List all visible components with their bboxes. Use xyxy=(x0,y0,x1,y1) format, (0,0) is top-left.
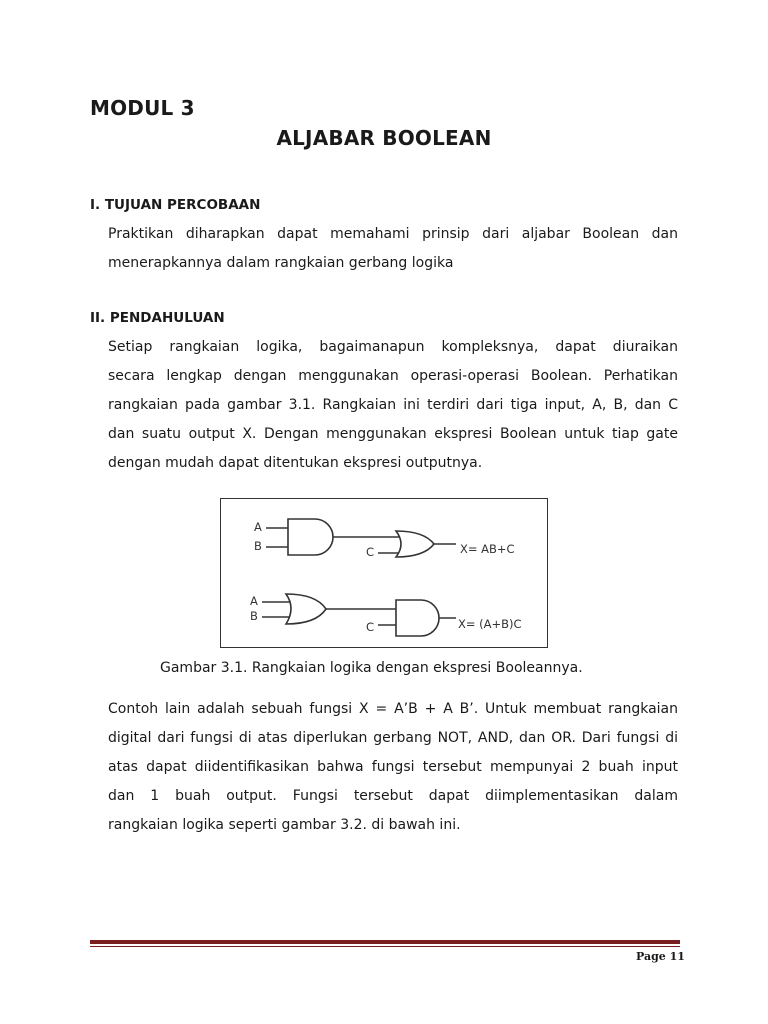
footer-rule-thin xyxy=(90,946,680,947)
section-heading-pendahuluan: II. PENDAHULUAN xyxy=(90,310,225,326)
paragraph-line: dan suatu output X. Dengan menggunakan ekspresi Boolean untuk tiap gate xyxy=(108,426,678,442)
circuit2-input-c-label: C xyxy=(366,620,375,634)
footer-rule xyxy=(90,940,680,944)
and-gate-icon xyxy=(396,600,439,636)
paragraph-line: rangkaian pada gambar 3.1. Rangkaian ini terdiri dari tiga input, A, B, dan C xyxy=(108,397,678,413)
paragraph-line: dengan mudah dapat ditentukan ekspresi outputnya. xyxy=(108,455,483,471)
paragraph-line: Praktikan diharapkan dapat memahami prinsip dari aljabar Boolean dan xyxy=(108,226,678,242)
circuit1-input-a-label: A xyxy=(254,520,262,534)
paragraph-line: atas dapat diidentifikasikan bahwa fungsi tersebut mempunyai 2 buah input xyxy=(108,759,678,775)
section-paragraph-contoh xyxy=(108,695,678,840)
section-paragraph-pendahuluan xyxy=(108,333,678,478)
paragraph-line: menerapkannya dalam rangkaian gerbang logika xyxy=(108,255,454,271)
paragraph-line: rangkaian logika seperti gambar 3.2. di bawah ini. xyxy=(108,817,461,833)
page-title: ALJABAR BOOLEAN xyxy=(276,126,492,150)
circuit1-input-c-label: C xyxy=(366,545,375,559)
circuit2-input-b-label: B xyxy=(250,609,258,623)
logic-circuit-figure xyxy=(220,498,548,648)
circuit1-output-label: X= AB+C xyxy=(460,542,515,556)
module-label: MODUL 3 xyxy=(90,96,195,120)
circuit2-output-label: X= (A+B)C xyxy=(458,617,522,631)
paragraph-line: Contoh lain adalah sebuah fungsi X = A’B + A B’. Untuk membuat rangkaian xyxy=(108,701,678,717)
and-gate-icon xyxy=(288,519,333,555)
section-paragraph-tujuan xyxy=(108,220,678,278)
page-number: Page 11 xyxy=(636,950,685,963)
paragraph-line: secara lengkap dengan menggunakan operasi-operasi Boolean. Perhatikan xyxy=(108,368,678,384)
figure-caption: Gambar 3.1. Rangkaian logika dengan ekspresi Booleannya. xyxy=(160,660,583,676)
paragraph-line: digital dari fungsi di atas diperlukan gerbang NOT, AND, dan OR. Dari fungsi di xyxy=(108,730,678,746)
paragraph-line: Setiap rangkaian logika, bagaimanapun kompleksnya, dapat diuraikan xyxy=(108,339,678,355)
circuit2-input-a-label: A xyxy=(250,594,258,608)
section-heading-tujuan: I. TUJUAN PERCOBAAN xyxy=(90,197,261,213)
circuit1-input-b-label: B xyxy=(254,539,262,553)
paragraph-line: dan 1 buah output. Fungsi tersebut dapat diimplementasikan dalam xyxy=(108,788,678,804)
